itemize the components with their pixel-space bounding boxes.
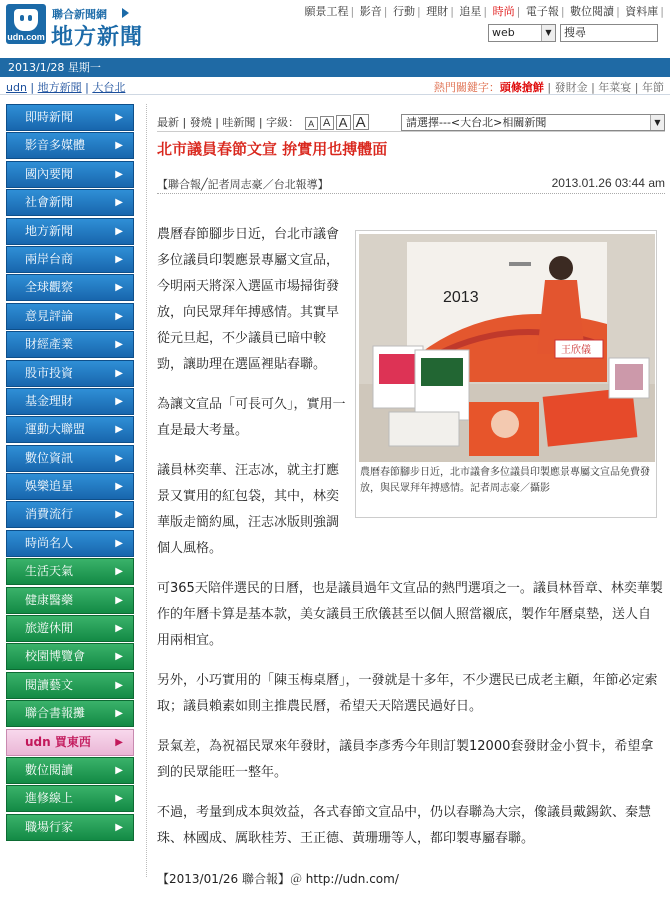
breadcrumb: udn | 地方新聞 | 大台北 <box>6 81 126 94</box>
sidebar-item[interactable] <box>6 303 134 330</box>
udn-logo[interactable] <box>6 4 146 48</box>
sidebar-item[interactable] <box>6 218 134 245</box>
hot-keyword-link[interactable]: 頭條搶鮮 <box>499 81 544 94</box>
article-body <box>157 222 663 906</box>
sidebar-item-label: 意見評論 <box>25 308 74 323</box>
top-nav: 願景工程 | 影音 | 行動 | 理財 | 追星 | 時尚 | 電子報 | 數位閱讀 | 資料庫 | <box>304 5 664 18</box>
sidebar-item-label: 影音多媒體 <box>25 138 86 153</box>
chevron-down-icon: ▼ <box>541 25 555 41</box>
site-header <box>0 0 670 58</box>
sidebar-item[interactable] <box>6 331 134 358</box>
article-headline: 北市議員春節文宣 拚實用也搏體面 <box>157 140 388 158</box>
sidebar-item-label: 閱讀藝文 <box>25 677 74 692</box>
breadcrumb-link[interactable]: 地方新聞 <box>37 81 82 94</box>
photo-name-label: 王欣儀 <box>561 345 591 356</box>
sidebar-item[interactable] <box>6 360 134 387</box>
sidebar-item-label: 社會新聞 <box>25 195 74 210</box>
chevron-right-icon: ▶ <box>115 253 123 265</box>
hot-keyword-link[interactable]: 年菜宴 <box>598 81 632 94</box>
article-toolbar <box>157 110 665 132</box>
sidebar-item-label: 運動大聯盟 <box>25 422 86 437</box>
sidebar-item-label: 地方新聞 <box>25 223 74 238</box>
sidebar-item[interactable] <box>6 473 134 500</box>
sidebar-item[interactable] <box>6 558 134 585</box>
sidebar-item-label: 生活天氣 <box>25 564 74 579</box>
sidebar-item[interactable] <box>6 161 134 188</box>
breadcrumb-link[interactable]: udn <box>6 81 27 94</box>
chevron-right-icon: ▶ <box>115 140 123 152</box>
chevron-right-icon: ▶ <box>115 395 123 407</box>
topnav-link[interactable]: 資料庫 <box>625 5 659 18</box>
chevron-right-icon: ▶ <box>115 509 123 521</box>
related-news-select[interactable]: 請選擇---<大台北>相關新聞 ▼ <box>401 114 665 131</box>
sidebar-item[interactable] <box>6 189 134 216</box>
chevron-right-icon: ▶ <box>115 821 123 833</box>
font-size-l-button[interactable]: A <box>353 114 369 130</box>
sidebar-nav <box>6 104 134 842</box>
sidebar-item-label: 消費流行 <box>25 507 74 522</box>
hot-keywords: 熱門關鍵字：頭條搶鮮 | 發財金 | 年菜宴 | 年節 <box>433 81 664 94</box>
photo-calendar-year: 2013 <box>443 289 479 306</box>
sidebar-item-label: 股市投資 <box>25 365 74 380</box>
chevron-right-icon: ▶ <box>115 566 123 578</box>
font-size-s-button[interactable]: A <box>320 116 334 130</box>
topnav-link[interactable]: 電子報 <box>525 5 559 18</box>
chevron-right-icon: ▶ <box>115 339 123 351</box>
font-size-xs-button[interactable]: A <box>305 117 318 130</box>
article-footer: 【2013/01/26 聯合報】＠ http://udn.com/ <box>157 872 399 886</box>
chevron-right-icon: ▶ <box>115 594 123 606</box>
topnav-link[interactable]: 時尚 <box>492 5 515 18</box>
article-paragraph: 不過，考量到成本與效益，各式春節文宣品中，仍以春聯為大宗，像議員戴錫欽、秦慧珠、林國成、厲耿桂芳、王正德、黃珊珊等人，都印製專屬春聯。 <box>157 805 652 846</box>
photo-caption: 農曆春節腳步日近，北市議會多位議員印製應景專屬文宣品免費發放，與民眾拜年搏感情。記者周志豪／攝影 <box>360 467 650 494</box>
sidebar-item[interactable] <box>6 729 134 756</box>
chevron-right-icon: ▶ <box>115 481 123 493</box>
hot-keyword-link[interactable]: 發財金 <box>554 81 588 94</box>
article-paragraph: 景氣差，為祝福民眾來年發財，議員李彥秀今年則訂製12000套發財金小賀卡，希望拿到的民眾能旺一整年。 <box>157 739 654 780</box>
chevron-right-icon: ▶ <box>115 708 123 720</box>
sidebar-item-label: 職場行家 <box>25 819 74 834</box>
chevron-right-icon: ▶ <box>115 736 123 748</box>
logo-arrow-icon <box>122 8 129 18</box>
sidebar-item[interactable] <box>6 388 134 415</box>
article-paragraph: 為讓文宣品「可長可久」，實用一直是最大考量。 <box>157 397 346 438</box>
current-date: 2013/1/28 星期一 <box>8 61 101 74</box>
sidebar-item[interactable] <box>6 814 134 841</box>
search-input[interactable]: 搜尋 <box>560 24 658 42</box>
sidebar-item-label: 聯合書報攤 <box>25 706 86 721</box>
chevron-right-icon: ▶ <box>115 112 123 123</box>
sidebar-item[interactable] <box>6 700 134 727</box>
sidebar-item[interactable] <box>6 246 134 273</box>
chevron-right-icon: ▶ <box>115 623 123 635</box>
chevron-right-icon: ▶ <box>115 537 123 549</box>
sidebar-item-label: 進修線上 <box>25 791 74 806</box>
sidebar-item-label: 即時新聞 <box>25 110 74 124</box>
article-paragraph: 農曆春節腳步日近，台北市議會多位議員印製應景專屬文宣品，今明兩天將深入選區市場掃街發放，向民眾拜年搏感情。其實早從元旦起，不少議員已暗中較勁，讓助理在選區裡貼春聯。 <box>157 227 340 372</box>
chevron-right-icon: ▶ <box>115 168 123 180</box>
logo-title: 地方新聞 <box>51 24 144 50</box>
chevron-right-icon: ▶ <box>115 367 123 379</box>
chevron-right-icon: ▶ <box>115 197 123 209</box>
sidebar-item[interactable] <box>6 132 134 159</box>
font-size-m-button[interactable]: A <box>336 115 351 130</box>
sidebar-item[interactable] <box>6 501 134 528</box>
sidebar-item-label: 數位閱讀 <box>25 762 74 777</box>
breadcrumb-row <box>0 77 670 95</box>
sidebar-item[interactable] <box>6 274 134 301</box>
chevron-right-icon: ▶ <box>115 764 123 776</box>
sidebar-item-label: 財經產業 <box>25 337 74 352</box>
sidebar-item-label: 校園博覽會 <box>25 649 86 664</box>
topnav-link[interactable]: 影音 <box>359 5 382 18</box>
article-time: 2013.01.26 03:44 am <box>551 176 665 190</box>
article-byline: 【聯合報╱記者周志豪／台北報導】 2013.01.26 03:44 am <box>157 176 665 194</box>
article-tools: 最新 | 發燒 | 哇新聞 | 字級： A A A A <box>157 114 369 130</box>
sidebar-item-label: 基金理財 <box>25 393 74 408</box>
topnav-link[interactable]: 數位閱讀 <box>570 5 615 18</box>
sidebar-item-label: udn 買東西 <box>25 734 91 749</box>
sidebar-item-label: 國內要聞 <box>25 166 74 181</box>
chevron-right-icon: ▶ <box>115 679 123 691</box>
topnav-link[interactable]: 行動 <box>392 5 415 18</box>
chevron-right-icon: ▶ <box>115 651 123 663</box>
article-paragraph: 另外，小巧實用的「陳玉梅桌曆」，一發就是十多年，不少選民已成老主顧，年節必定索取；議員賴素如則主推農民曆，希望天天陪選民過好日。 <box>157 673 658 714</box>
sidebar-item-label: 娛樂追星 <box>25 479 74 494</box>
sidebar-item-label: 兩岸台商 <box>25 251 74 266</box>
sidebar-item-label: 數位資訊 <box>25 450 74 465</box>
topnav-link[interactable]: 追星 <box>459 5 482 18</box>
udn-logo-icon: udn.com <box>6 4 46 44</box>
article-paragraph: 可365天陪伴選民的日曆，也是議員過年文宣品的熱門選項之一。議員林晉章、林奕華製作的年曆卡算是基本款，美女議員王欣儀甚至以個人照當襯底，製作年曆桌墊，送人自用兩相宜。 <box>157 581 663 648</box>
breadcrumb-link[interactable]: 大台北 <box>92 81 126 94</box>
date-bar <box>0 58 670 77</box>
chevron-right-icon: ▶ <box>115 793 123 805</box>
hot-keyword-link[interactable]: 年節 <box>642 81 664 94</box>
chevron-right-icon: ▶ <box>115 282 123 294</box>
sidebar-item[interactable] <box>6 416 134 443</box>
chevron-right-icon: ▶ <box>115 424 123 436</box>
article-paragraph: 議員林奕華、汪志冰，就主打應景又實用的紅包袋，其中，林奕華版走簡約風，汪志冰版則強調個人風格。 <box>157 463 340 556</box>
sidebar-item-label: 全球觀察 <box>25 280 74 295</box>
article-main <box>146 104 665 886</box>
topnav-link[interactable]: 理財 <box>426 5 449 18</box>
sidebar-item[interactable] <box>6 672 134 699</box>
sidebar-item-label: 旅遊休閒 <box>25 621 74 636</box>
sidebar-item[interactable] <box>6 785 134 812</box>
logo-small-text: 聯合新聞網 <box>52 8 107 21</box>
topnav-link[interactable]: 願景工程 <box>304 5 349 18</box>
chevron-right-icon: ▶ <box>115 452 123 464</box>
chevron-down-icon: ▼ <box>650 115 664 130</box>
sidebar-item[interactable] <box>6 757 134 784</box>
sidebar-item-label: 時尚名人 <box>25 535 74 550</box>
chevron-right-icon: ▶ <box>115 310 123 322</box>
search-scope-select[interactable]: web ▼ <box>488 24 556 42</box>
sidebar-item[interactable] <box>6 643 134 670</box>
chevron-right-icon: ▶ <box>115 225 123 237</box>
sidebar-item[interactable] <box>6 587 134 614</box>
sidebar-item-label: 健康醫藥 <box>25 592 74 607</box>
sidebar-item[interactable] <box>6 445 134 472</box>
sidebar-item[interactable] <box>6 615 134 642</box>
sidebar-item[interactable] <box>6 104 134 131</box>
sidebar-item[interactable] <box>6 530 134 557</box>
